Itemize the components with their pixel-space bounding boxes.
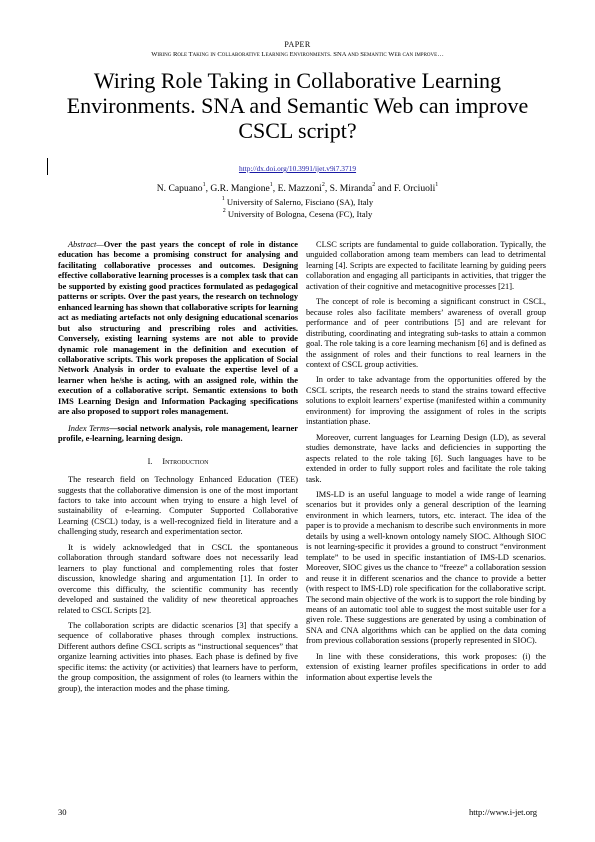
section-number: I. — [147, 456, 153, 466]
page-number: 30 — [58, 807, 67, 817]
author-name: , S. Miranda — [324, 183, 373, 194]
author-affiliation-mark: 2 — [321, 182, 325, 188]
author-list — [0, 183, 595, 194]
abstract — [58, 240, 298, 418]
author-affiliation-mark: 1 — [435, 182, 439, 188]
affiliation-2: $^2$ University of Bologna, Cesena (FC), Italy — [222, 208, 373, 219]
paper-title: Wiring Role Taking in Collaborative Learning Environments. SNA and Semantic Web can improve CSCL script? — [66, 68, 529, 143]
index-terms-text: —social network analysis, role management, learner profile, e-learning, learning design. — [58, 423, 298, 444]
index-terms-lead: Index Terms — [68, 423, 110, 433]
author-name: and F. Orciuoli — [375, 183, 436, 194]
body-paragraph: CLSC scripts are fundamental to guide collaboration. Typically, the unguided collaboration among team members can lead to detrimental learning [4]. Scripts are expected to facilitate learning by guiding peers collaboration and engaging all participants in activities, that trigger the activation of their cognitive and metacognitive processes [21]. — [306, 240, 546, 291]
body-paragraph: In line with these considerations, this work proposes: (i) the extension of existing learner profiles specifications in order to add information about expertise levels the — [306, 651, 546, 682]
affiliation-1: $^1$ University of Salerno, Fisciano (SA), Italy — [221, 196, 374, 207]
doi-link[interactable]: http://dx.doi.org/10.3991/ijet.v9i7.3719 — [238, 164, 357, 173]
author-name: , E. Mazzoni — [272, 183, 322, 194]
body-paragraph: The concept of role is becoming a significant construct in CSCL, because roles also facilitate members’ awareness of overall group performance and of peer contributions [5] and are relevant for distributing, coordinating and integrating sub-tasks to attain a common goal. The role taking is a core learning mechanism [6] and is defined as the assignment of roles and their functions to real learners in the context of CSCL group activities. — [306, 297, 546, 369]
author-affiliation-mark: 2 — [372, 182, 376, 188]
abstract-text: Over the past years the concept of role in distance education has become a promising construct for analysing and facilitating collaborative processes and outcomes. Designing effective collaborative learning processes is a complex task that can be supported by existing good practices formulated as pedagogical patterns or scripts. Over the past years, the research on technology enhanced learning has shown that collaborative scripts for learning act as mediating artefacts not only designing educational scenarios but also structuring and prescribing roles and activities. Conversely, existing learning systems are not able to provide dynamic role management in the definition and execution of collaborative scripts. This work proposes the application of Social Network Analysis in order to evaluate the expertise level of a learner when he/she is acting, with an assigned role, within the execution of a collaborative script. Semantic extensions to both IMS Learning Design and Information Packaging specifications are also proposed to support roles management. — [58, 240, 298, 417]
journal-url-link[interactable]: http://www.i-jet.org — [468, 807, 537, 817]
body-paragraph: The collaboration scripts are didactic scenarios [3] that specify a sequence of collaborative phases through complex instructions. Different authors define CSCL scripts as “instructional sequences” that organize learning activities into phases. Each phase is defined by five specific items: the activity (or activities) that learners have to perform, the group composition, the assignment of roles (to learners within the group), the interaction modes and the phase timing. — [58, 620, 298, 693]
author-affiliation-mark: 1 — [269, 182, 273, 188]
index-terms — [58, 424, 298, 445]
section-title: Introduction — [162, 456, 209, 466]
left-column — [58, 240, 298, 699]
author-affiliation-mark: 1 — [202, 182, 206, 188]
body-paragraph: IMS-LD is an useful language to model a wide range of learning scenarios but it provides only a general description of the learning environment in which learners, tutors, etc. interact. The idea of the paper is to provide a mechanism to describe such environments in more details by using a well-known ontology namely SIOC. Although SIOC is not learning-specific it provides a ground to construct “environment template” to be used in specific instantiation of IMS-LD scenarios. Moreover, SIOC gives us the chance to “freeze” a collaboration session and reuse it in different scenarios and the chance to provide a better (with respect to IMS-LD) role specification for the collaborative script. The second main objective of the work is to support the role binding by means of an automatic tool able to suggest the most suitable user for a given role. These suggestions are generated by using a combination of SNA and CNA algorithms which can be applied on the data coming from previous collaboration sessions (properly represented in SIOC). — [306, 489, 546, 646]
running-header-label: PAPER — [284, 40, 311, 49]
right-column — [306, 240, 546, 688]
section-heading — [58, 457, 298, 467]
running-header-title: Wiring Role Taking in Collaborative Learning Environments. SNA and Semantic Web can improve… — [151, 51, 444, 58]
author-name: , G.R. Mangione — [205, 183, 270, 194]
abstract-lead: Abstract— — [68, 240, 104, 249]
author-name: N. Capuano — [156, 183, 203, 194]
body-paragraph: Moreover, current languages for Learning Design (LD), as several studies demonstrate, have lacks and deficiencies in supporting the aspects related to the role taking [6]. Such languages have to be extended in order to fully support roles and facilitate the role taking task. — [306, 432, 546, 484]
body-paragraph: In order to take advantage from the opportunities offered by the CSCL scripts, the research needs to stand the strains toward effective solutions to exploit learners’ expertise (manifested within a community environment) for improving the assignment of roles in the scripts instantiation phase. — [306, 375, 546, 427]
body-paragraph: The research field on Technology Enhanced Education (TEE) suggests that the collaborative dimension is one of the most important factors to take into account when trying to ensure a high level of sustainability of e-learning. Computer Supported Collaborative Learning (CSCL) today, is a well-recognized field in literature and a challenging study, research and experimentation sector. — [58, 475, 298, 537]
body-paragraph: It is widely acknowledged that in CSCL the spontaneous collaboration through standard software does not necessarily lead learners to play functional and complementing roles that foster discussion, knowledge sharing and argumentation [1]. In order to overcome this difficulty, the scientific community has recently developed and sustained the validity of new theoretical approaches related to CSCL Scripts [2]. — [58, 542, 298, 615]
